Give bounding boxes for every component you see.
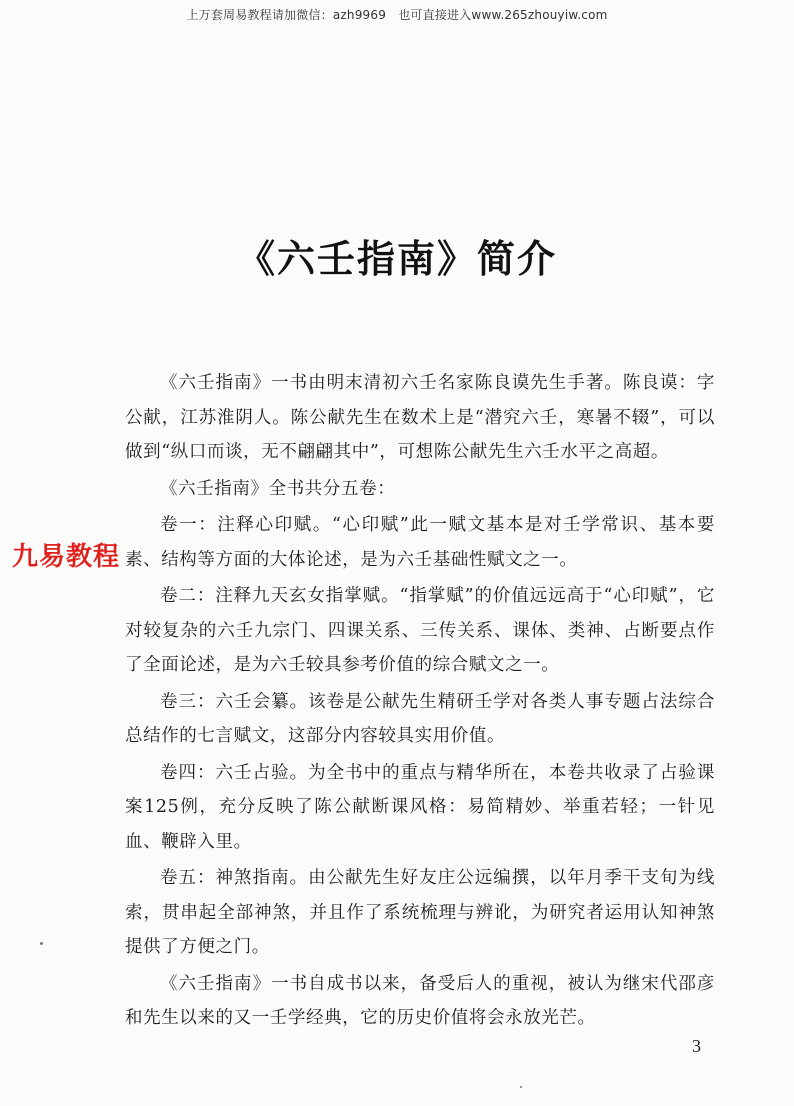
watermark-logo: 九易教程 xyxy=(12,542,121,572)
page-title: 《六壬指南》简介 xyxy=(236,237,557,281)
paragraph-volume-1: 卷一：注释心印赋。“心印赋”此一赋文基本是对壬学常识、基本要素、结构等方面的大体论述，是为六壬基础性赋文之一。 xyxy=(125,515,715,570)
scan-speck xyxy=(520,1086,522,1088)
paragraph-volume-2: 卷二：注释九天玄女指掌赋。“指掌赋”的价值远远高于“心印赋”，它对较复杂的六壬九宗门、四课关系、三传关系、课体、类神、占断要点作了全面论述，是为六壬较具参考价值的综合赋文之一。 xyxy=(125,586,715,675)
paragraph-intro: 《六壬指南》一书由明末清初六壬名家陈良谟先生手著。陈良谟：字公献，江苏淮阴人。陈公献先生在数术上是“潜究六壬，寒暑不辍”，可以做到“纵口而谈，无不翩翩其中”，可想陈公献先生六壬水平之高超。 xyxy=(125,373,715,462)
paragraph-volume-5: 卷五：神煞指南。由公献先生好友庄公远编撰，以年月季干支旬为线索，贯串起全部神煞，并且作了系统梳理与辨讹，为研究者运用认知神煞提供了方便之门。 xyxy=(125,868,715,957)
top-banner: 上万套周易教程请加微信：azh9969 也可直接进入www.265zhouyiw.com xyxy=(186,8,608,22)
paragraph-conclusion: 《六壬指南》一书自成书以来，备受后人的重视，被认为继宋代邵彦和先生以来的又一壬学经典，它的历史价值将会永放光芒。 xyxy=(125,973,715,1028)
paragraph-volume-3: 卷三：六壬会纂。该卷是公献先生精研壬学对各类人事专题占法综合总结作的七言赋文，这部分内容较具实用价值。 xyxy=(125,691,715,746)
paragraph-volumes-summary: 《六壬指南》全书共分五卷： xyxy=(160,478,396,499)
paragraph-volume-4: 卷四：六壬占验。为全书中的重点与精华所在，本卷共收录了占验课案125例，充分反映了陈公献断课风格：易简精妙、举重若轻；一针见血、鞭辟入里。 xyxy=(125,762,715,852)
body-text xyxy=(125,366,715,1038)
page-number: 3 xyxy=(692,1036,701,1056)
scan-speck xyxy=(40,942,43,945)
